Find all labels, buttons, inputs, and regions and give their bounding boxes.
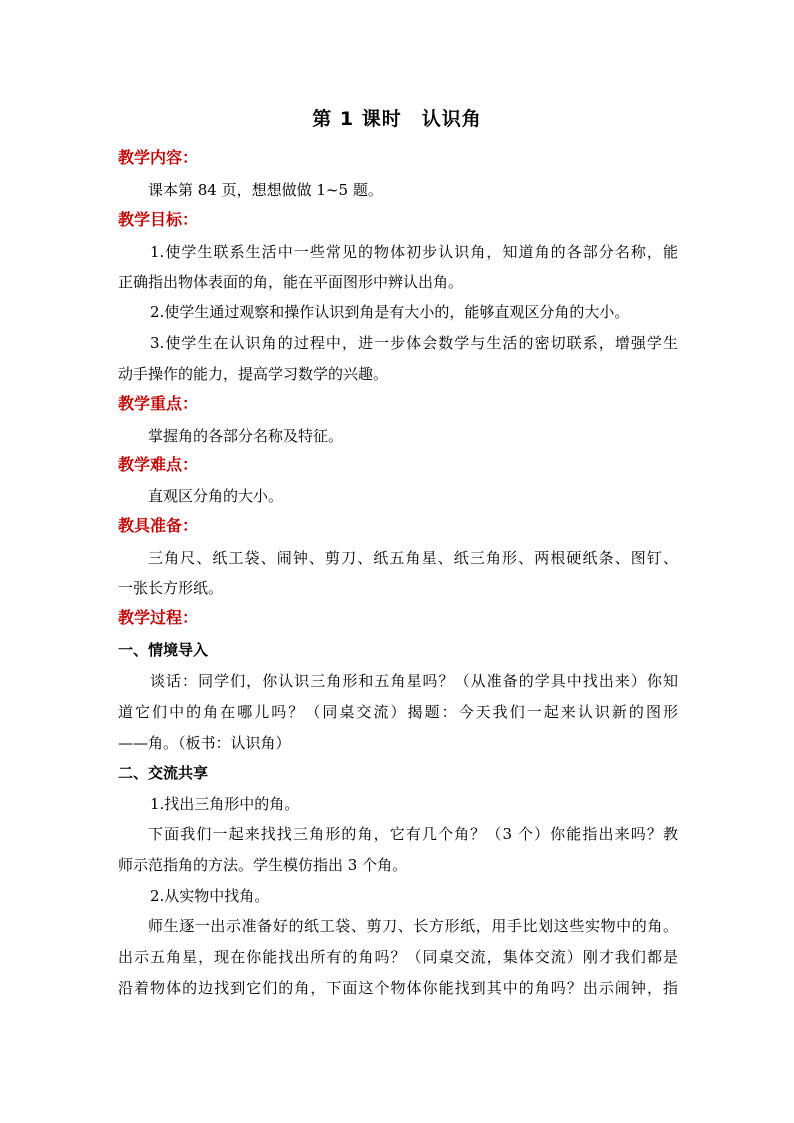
part2-heading: 二、交流共享 (118, 764, 209, 782)
goal3-line1: 3.使学生在认识角的过程中，进一步体会数学与生活的密切联系，增强学生 (150, 334, 678, 352)
goals-heading: 教学目标： (118, 210, 199, 229)
tools-line2: 一张长方形纸。 (118, 579, 224, 597)
step2-title: 2.从实物中找角。 (150, 887, 270, 905)
goal1-line1: 1.使学生联系生活中一些常见的物体初步认识角，知道角的各部分名称，能 (150, 243, 678, 261)
step1-line1: 下面我们一起来找找三角形的角，它有几个角？（3 个）你能指出来吗？教 (148, 825, 678, 843)
part1-line3: ——角。（板书：认识角） (118, 734, 291, 752)
content-heading: 教学内容： (118, 148, 199, 167)
difficulty-heading: 教学难点： (118, 455, 199, 474)
difficulty-text: 直观区分角的大小。 (148, 487, 284, 505)
tools-heading: 教具准备： (118, 516, 199, 535)
key-text: 掌握角的各部分名称及特征。 (148, 427, 344, 445)
tools-line1: 三角尺、纸工袋、闹钟、剪刀、纸五角星、纸三角形、两根硬纸条、图钉、 (148, 549, 678, 567)
part1-heading: 一、情境导入 (118, 641, 209, 659)
goal3-line2: 动手操作的能力，提高学习数学的兴趣。 (118, 365, 389, 383)
step2-line2: 出示五角星，现在你能找出所有的角吗？（同桌交流，集体交流）刚才我们都是 (118, 948, 678, 966)
step2-line1: 师生逐一出示准备好的纸工袋、剪刀、长方形纸，用手比划这些实物中的角。 (148, 917, 678, 935)
goal2-text: 2.使学生通过观察和操作认识到角是有大小的，能够直观区分角的大小。 (150, 303, 630, 321)
content-text: 课本第 84 页，想想做做 1~5 题。 (148, 181, 383, 199)
lesson-title: 第 1 课时 认识角 (312, 108, 482, 130)
key-heading: 教学重点： (118, 394, 199, 413)
step1-title: 1.找出三角形中的角。 (150, 795, 300, 813)
part1-line2: 道它们中的角在哪儿吗？（同桌交流）揭题：今天我们一起来认识新的图形 (118, 703, 678, 721)
process-heading: 教学过程： (118, 608, 199, 627)
goal1-line2: 正确指出物体表面的角，能在平面图形中辨认出角。 (118, 273, 464, 291)
part1-line1: 谈话：同学们，你认识三角形和五角星吗？（从准备的学具中找出来）你知 (150, 672, 678, 690)
step1-line2: 师示范指角的方法。学生模仿指出 3 个角。 (118, 856, 408, 874)
step2-line3: 沿着物体的边找到它们的角，下面这个物体你能找到其中的角吗？出示闹钟，指 (118, 979, 678, 997)
